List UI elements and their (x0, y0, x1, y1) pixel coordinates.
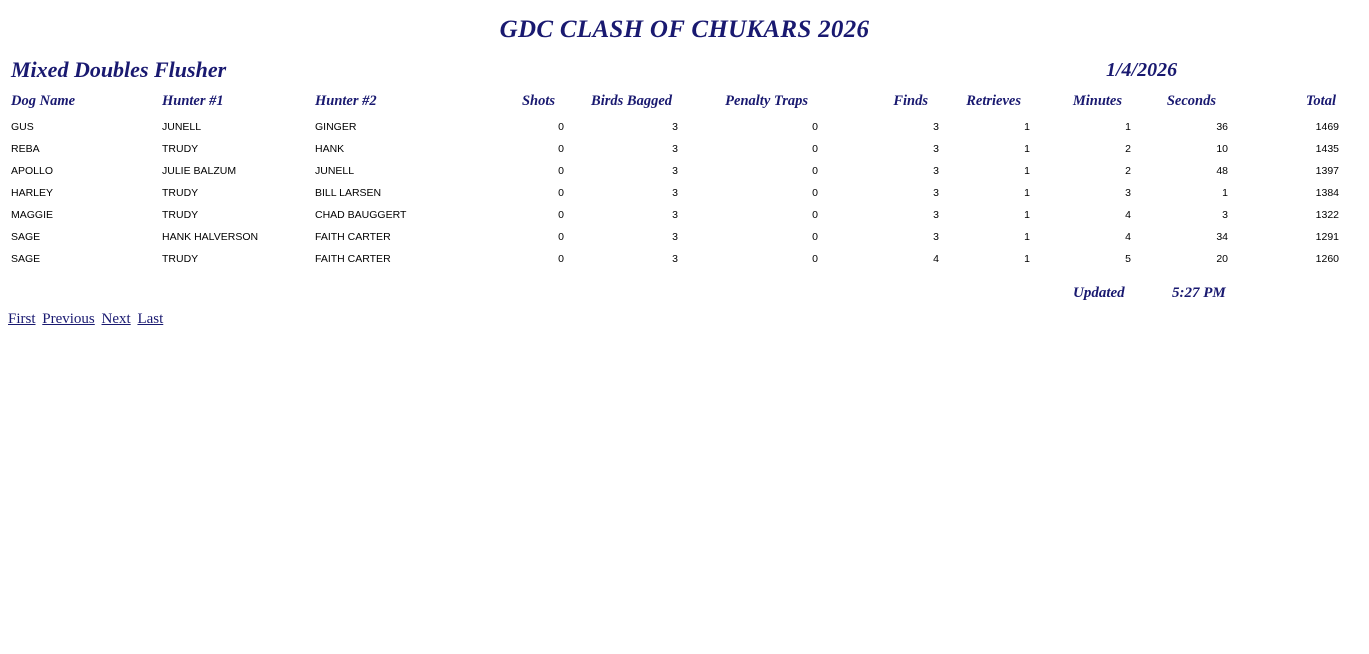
column-header-retrieves: Retrieves (966, 93, 1021, 109)
cell-birds-bagged: 3 (672, 143, 678, 155)
cell-total: 1291 (1315, 231, 1339, 243)
cell-seconds: 1 (1222, 187, 1228, 199)
subheader (0, 57, 1369, 91)
table-header (0, 91, 1351, 116)
pagination (0, 311, 1369, 328)
cell-birds-bagged: 3 (672, 121, 678, 133)
cell-hunter-1: JULIE BALZUM (162, 165, 237, 177)
cell-finds: 3 (933, 209, 939, 221)
updated-time: 5:27 PM (1172, 285, 1226, 301)
event-class-title: Mixed Doubles Flusher (11, 57, 227, 82)
cell-shots: 0 (558, 209, 564, 221)
cell-retrieves: 1 (1024, 143, 1030, 155)
cell-hunter-2: FAITH CARTER (315, 253, 391, 265)
cell-total: 1322 (1315, 209, 1339, 221)
cell-birds-bagged: 3 (672, 231, 678, 243)
cell-seconds: 36 (1216, 121, 1228, 133)
cell-penalty-traps: 0 (812, 121, 818, 133)
cell-dog-name: MAGGIE (11, 209, 54, 221)
cell-shots: 0 (558, 165, 564, 177)
cell-minutes: 2 (1125, 143, 1131, 155)
cell-shots: 0 (558, 143, 564, 155)
column-header-finds: Finds (893, 93, 928, 109)
cell-minutes: 1 (1125, 121, 1131, 133)
updated-row (0, 285, 1369, 311)
column-header-dog-name: Dog Name (11, 93, 76, 109)
cell-hunter-2: JUNELL (315, 165, 355, 177)
cell-shots: 0 (558, 231, 564, 243)
cell-minutes: 5 (1125, 253, 1131, 265)
cell-hunter-1: TRUDY (162, 209, 199, 221)
column-header-hunter-1: Hunter #1 (162, 93, 224, 109)
table-row (0, 204, 1351, 226)
cell-hunter-1: TRUDY (162, 143, 199, 155)
table-header-row (0, 91, 1351, 116)
column-header-penalty-traps: Penalty Traps (725, 93, 808, 109)
cell-finds: 4 (933, 253, 939, 265)
cell-minutes: 2 (1125, 165, 1131, 177)
table-body (0, 116, 1351, 270)
cell-seconds: 3 (1222, 209, 1228, 221)
cell-finds: 3 (933, 143, 939, 155)
cell-birds-bagged: 3 (672, 187, 678, 199)
cell-hunter-2: GINGER (315, 121, 357, 133)
cell-total: 1435 (1315, 143, 1339, 155)
cell-dog-name: GUS (11, 121, 34, 133)
cell-hunter-2: CHAD BAUGGERT (315, 209, 407, 221)
cell-penalty-traps: 0 (812, 209, 818, 221)
cell-retrieves: 1 (1024, 121, 1030, 133)
cell-hunter-1: TRUDY (162, 253, 199, 265)
table-row (0, 138, 1351, 160)
cell-minutes: 3 (1125, 187, 1131, 199)
column-header-birds-bagged: Birds Bagged (591, 93, 672, 109)
cell-total: 1384 (1315, 187, 1339, 199)
cell-hunter-1: JUNELL (162, 121, 202, 133)
cell-dog-name: REBA (11, 143, 40, 155)
table-row (0, 182, 1351, 204)
cell-shots: 0 (558, 187, 564, 199)
cell-hunter-2: BILL LARSEN (315, 187, 382, 199)
cell-hunter-1: TRUDY (162, 187, 199, 199)
cell-seconds: 20 (1216, 253, 1228, 265)
cell-retrieves: 1 (1024, 209, 1030, 221)
cell-penalty-traps: 0 (812, 253, 818, 265)
cell-seconds: 34 (1216, 231, 1228, 243)
cell-seconds: 48 (1216, 165, 1228, 177)
pager-last-link[interactable]: Last (137, 311, 164, 327)
cell-penalty-traps: 0 (812, 187, 818, 199)
cell-birds-bagged: 3 (672, 253, 678, 265)
cell-dog-name: APOLLO (11, 165, 54, 177)
results-table (0, 91, 1351, 270)
updated-label: Updated (1073, 285, 1125, 301)
column-header-seconds: Seconds (1166, 93, 1216, 109)
cell-dog-name: SAGE (11, 231, 41, 243)
cell-penalty-traps: 0 (812, 231, 818, 243)
cell-retrieves: 1 (1024, 253, 1030, 265)
cell-dog-name: SAGE (11, 253, 41, 265)
cell-minutes: 4 (1125, 231, 1131, 243)
column-header-hunter-2: Hunter #2 (315, 93, 377, 109)
cell-birds-bagged: 3 (672, 209, 678, 221)
column-header-total: Total (1305, 93, 1336, 109)
cell-total: 1397 (1315, 165, 1339, 177)
cell-retrieves: 1 (1024, 187, 1030, 199)
column-header-minutes: Minutes (1072, 93, 1122, 109)
cell-total: 1469 (1315, 121, 1339, 133)
pager-next-link[interactable]: Next (101, 311, 131, 327)
table-row (0, 116, 1351, 138)
cell-minutes: 4 (1125, 209, 1131, 221)
pager-previous-link[interactable]: Previous (42, 311, 95, 327)
cell-penalty-traps: 0 (812, 165, 818, 177)
cell-shots: 0 (558, 253, 564, 265)
event-date: 1/4/2026 (1106, 59, 1178, 81)
cell-hunter-1: HANK HALVERSON (162, 231, 259, 243)
cell-finds: 3 (933, 187, 939, 199)
page-title: GDC CLASH OF CHUKARS 2026 (499, 16, 870, 43)
cell-hunter-2: FAITH CARTER (315, 231, 391, 243)
cell-seconds: 10 (1216, 143, 1228, 155)
cell-retrieves: 1 (1024, 165, 1030, 177)
cell-hunter-2: HANK (315, 143, 345, 155)
cell-penalty-traps: 0 (812, 143, 818, 155)
table-row (0, 248, 1351, 270)
cell-finds: 3 (933, 121, 939, 133)
cell-birds-bagged: 3 (672, 165, 678, 177)
column-header-shots: Shots (521, 93, 555, 109)
table-row (0, 160, 1351, 182)
cell-shots: 0 (558, 121, 564, 133)
table-row (0, 226, 1351, 248)
cell-finds: 3 (933, 231, 939, 243)
cell-total: 1260 (1315, 253, 1339, 265)
cell-finds: 3 (933, 165, 939, 177)
pager-first-link[interactable]: First (8, 311, 36, 327)
cell-retrieves: 1 (1024, 231, 1030, 243)
cell-dog-name: HARLEY (11, 187, 54, 199)
